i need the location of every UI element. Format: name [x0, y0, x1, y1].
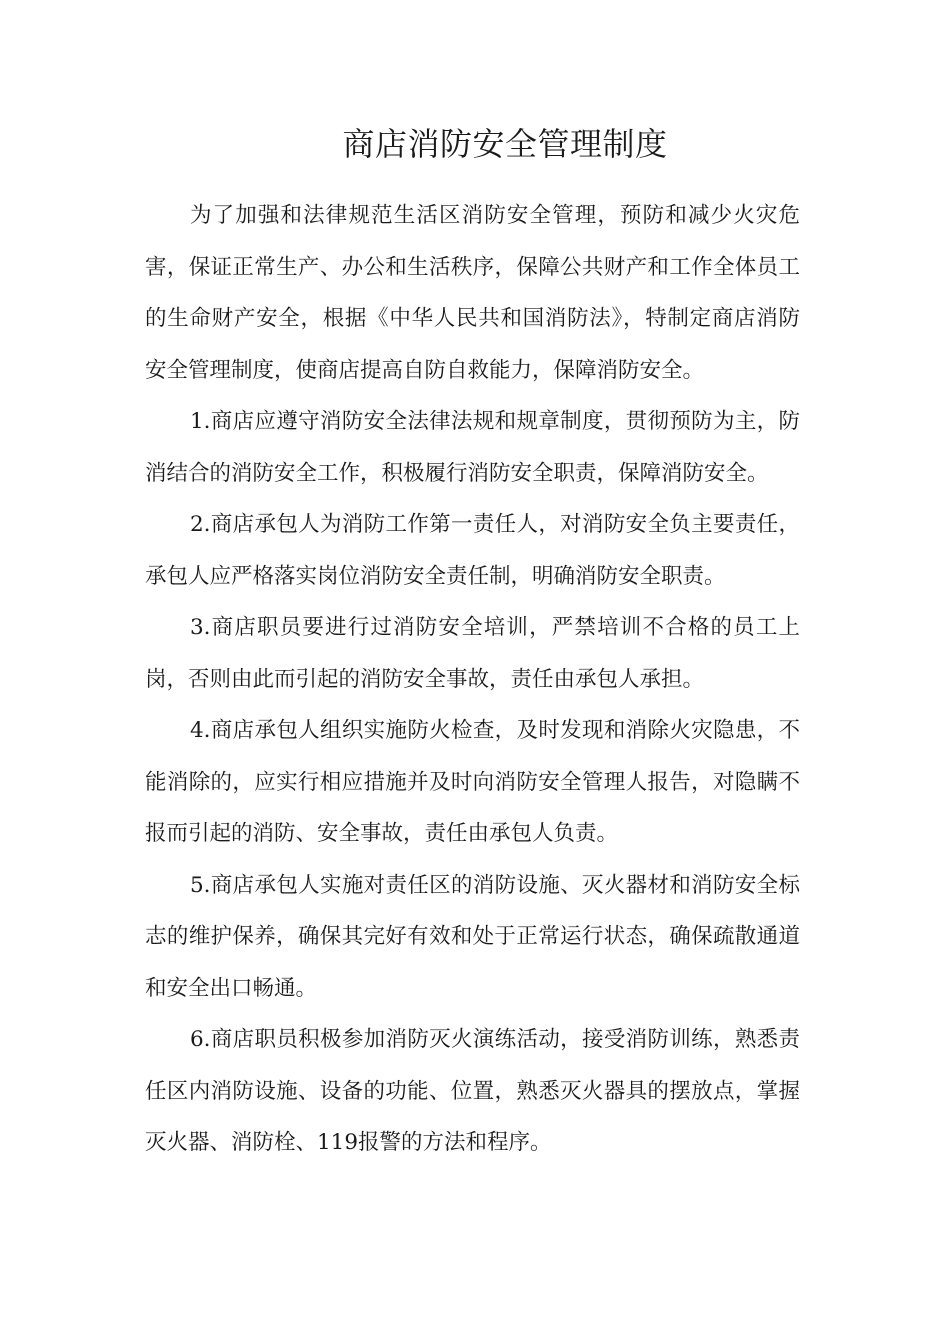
document-title: 商店消防安全管理制度 [342, 125, 668, 163]
clause-5-paragraph: 5.商店承包人实施对责任区的消防设施、灭火器材和消防安全标志的维护保养，确保其完好有效和处于正常运行状态，确保疏散通道和安全出口畅通。 [145, 872, 800, 1001]
intro-paragraph: 为了加强和法律规范生活区消防安全管理，预防和减少火灾危害，保证正常生产、办公和生活秩序，保障公共财产和工作全体员工的生命财产安全，根据《中华人民共和国消防法》，特制定商店消防安全管理制度，使商店提高自防自救能力，保障消防安全。 [145, 203, 800, 383]
document-body [145, 190, 800, 1169]
clause-4-paragraph: 4.商店承包人组织实施防火检查，及时发现和消除火灾隐患，不能消除的，应实行相应措施并及时向消防安全管理人报告，对隐瞒不报而引起的消防、安全事故，责任由承包人负责。 [145, 718, 800, 846]
clause-1-paragraph: 1.商店应遵守消防安全法律法规和规章制度，贯彻预防为主，防消结合的消防安全工作，积极履行消防安全职责，保障消防安全。 [145, 409, 800, 486]
clause-3-paragraph: 3.商店职员要进行过消防安全培训，严禁培训不合格的员工上岗，否则由此而引起的消防安全事故，责任由承包人承担。 [145, 615, 800, 692]
clause-2-paragraph: 2.商店承包人为消防工作第一责任人，对消防安全负主要责任，承包人应严格落实岗位消防安全责任制，明确消防安全职责。 [145, 512, 800, 589]
clause-6-paragraph: 6.商店职员积极参加消防灭火演练活动，接受消防训练，熟悉责任区内消防设施、设备的功能、位置，熟悉灭火器具的摆放点，掌握灭火器、消防栓、119报警的方法和程序。 [145, 1027, 800, 1155]
